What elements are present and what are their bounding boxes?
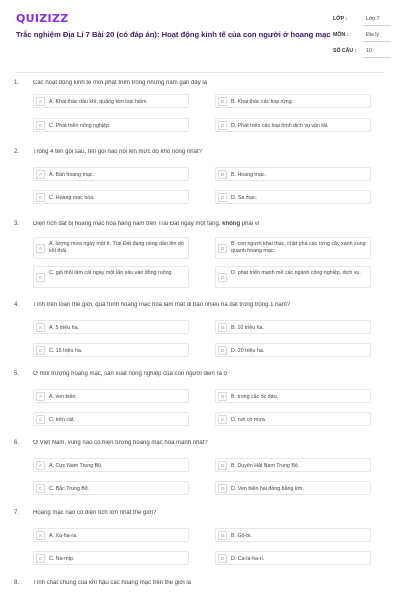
- option-letter: C: [36, 193, 45, 202]
- option-text: B. 10 triệu ha.: [231, 324, 264, 331]
- option-letter: D: [218, 193, 227, 202]
- option-letter: A: [36, 392, 45, 401]
- meta-count-value: 10: [366, 48, 372, 54]
- question-number: 8.: [14, 580, 20, 586]
- option-letter: B: [218, 244, 227, 253]
- option-text: A. 5 triệu ha.: [49, 324, 80, 331]
- option-text: C. Na-mip.: [49, 555, 75, 562]
- option-text: D. Ven biển hai đồng bằng lớn.: [231, 485, 304, 492]
- option-a[interactable]: [33, 528, 189, 542]
- meta-class-value: Lớp 7: [366, 16, 380, 22]
- option-letter: C: [36, 346, 45, 355]
- question-text: Tính trên toàn thế giới, quá trình hoang mạc hóa làm mất đi bao nhiêu ha đất trồng trong 1 năm?: [33, 302, 291, 308]
- meta-count-label: SỐ CÂU :: [333, 48, 357, 54]
- option-d[interactable]: [215, 481, 371, 495]
- option-letter: C: [36, 415, 45, 424]
- worksheet-title: Trắc nghiệm Địa Lí 7 Bài 20 (có đáp án): Hoạt động kinh tế của con người ở hoang mạc: [16, 30, 331, 39]
- option-letter: B: [218, 392, 227, 401]
- option-text: B. con người khai thác, chặt phá các rừng cây xanh xung quanh hoang mạc.: [231, 241, 366, 254]
- option-letter: B: [218, 461, 227, 470]
- option-d[interactable]: [215, 343, 371, 357]
- question-text: Tính chất chung của khí hậu các hoang mạc trên thế giới là: [33, 580, 192, 586]
- question-text: Diện tích đất bị hoang mạc hóa hàng năm trên Trái Đất ngày một tăng, không phải vì: [33, 221, 260, 227]
- option-text: A. Xa-ha-ra.: [49, 532, 78, 539]
- option-b[interactable]: [215, 458, 371, 472]
- question-number: 7.: [14, 510, 20, 516]
- question-number: 2.: [14, 149, 20, 155]
- meta-class: [333, 12, 391, 26]
- option-text: C. 15 triệu ha.: [49, 347, 83, 354]
- question-text: Ở môi trường hoang mạc, sản xuất nông nghiệp của con người diễn ra ở: [33, 371, 228, 377]
- option-letter: D: [218, 484, 227, 493]
- option-letter: A: [36, 97, 45, 106]
- worksheet-header: [0, 0, 400, 72]
- option-letter: D: [218, 415, 227, 424]
- option-text: A. Bán hoang mạc.: [49, 171, 95, 178]
- option-letter: B: [218, 531, 227, 540]
- meta-subject: [333, 28, 391, 42]
- option-letter: D: [218, 121, 227, 130]
- option-b[interactable]: [215, 94, 371, 108]
- option-a[interactable]: [33, 237, 189, 259]
- question-number: 6.: [14, 440, 20, 446]
- option-text: C. gió thổi làm cát ngày một lấn sâu vào đồng ruộng.: [49, 270, 173, 276]
- option-c[interactable]: [33, 190, 189, 204]
- option-letter: B: [218, 170, 227, 179]
- question-text: Hoang mạc nào có diện tích lớn nhất thế giới?: [33, 510, 157, 516]
- question-number: 3.: [14, 221, 20, 227]
- option-b[interactable]: [215, 237, 371, 259]
- option-c[interactable]: [33, 551, 189, 565]
- option-c[interactable]: [33, 266, 189, 288]
- option-b[interactable]: [215, 320, 371, 334]
- option-d[interactable]: [215, 551, 371, 565]
- option-b[interactable]: [215, 167, 371, 181]
- option-c[interactable]: [33, 481, 189, 495]
- meta-class-label: LỚP :: [333, 16, 348, 22]
- option-c[interactable]: [33, 343, 189, 357]
- question-text: Ở Việt Nam, vùng nào có hiện tượng hoang mạc hóa mạnh nhất?: [33, 440, 208, 446]
- option-text: C. trên cát.: [49, 416, 75, 423]
- option-text: D. 20 triệu ha.: [231, 347, 265, 354]
- option-text: A. Cực Nam Trung Bộ.: [49, 462, 103, 469]
- option-letter: A: [36, 323, 45, 332]
- option-letter: C: [36, 121, 45, 130]
- option-letter: A: [36, 531, 45, 540]
- option-c[interactable]: [33, 412, 189, 426]
- option-d[interactable]: [215, 412, 371, 426]
- option-letter: A: [36, 461, 45, 470]
- question-number: 5.: [14, 371, 20, 377]
- option-text: D. Phát triển các loại hình dịch vụ vận tải.: [231, 122, 329, 129]
- option-text: A. Khai thác dầu khí, quặng kim loại hiếm.: [49, 98, 148, 105]
- option-text: D. Ca-la-ha-ri.: [231, 555, 265, 562]
- option-letter: D: [218, 346, 227, 355]
- option-text: B. Hoang mạc.: [231, 171, 267, 178]
- question-number: 4.: [14, 302, 20, 308]
- option-letter: B: [218, 323, 227, 332]
- option-text: A. ven biển.: [49, 393, 77, 400]
- option-a[interactable]: [33, 389, 189, 403]
- option-text: B. Gô-bi.: [231, 532, 252, 539]
- option-text: B. Duyên Hải Nam Trung Bộ.: [231, 462, 300, 469]
- meta-count: [333, 44, 391, 58]
- question-number: 1.: [14, 80, 20, 86]
- option-letter: D: [218, 554, 227, 563]
- option-letter: A: [36, 170, 45, 179]
- option-text: C. Phát triển nông nghiệp.: [49, 122, 111, 129]
- option-letter: C: [36, 484, 45, 493]
- option-letter: C: [36, 273, 45, 282]
- option-text: B. trong các ốc đảo.: [231, 393, 279, 400]
- option-text: C. Hoang mạc hóa.: [49, 194, 95, 201]
- meta-subject-label: MÔN :: [333, 32, 349, 38]
- question-text: Trong 4 tên gọi sau, tên gọi nào nói lên mức độ khô nóng nhất?: [33, 149, 202, 155]
- option-a[interactable]: [33, 167, 189, 181]
- option-letter: B: [218, 97, 227, 106]
- option-letter: C: [36, 554, 45, 563]
- option-text: A. lượng mưa ngày một ít, Trái Đất đang nóng dần lên do khí thải.: [49, 241, 184, 254]
- option-a[interactable]: [33, 458, 189, 472]
- option-b[interactable]: [215, 389, 371, 403]
- option-text: D. phát triển mạnh mẽ các ngành công nghiệp, dịch vụ.: [231, 270, 361, 276]
- quizizz-logo: QUIZIZZ: [16, 12, 69, 25]
- option-d[interactable]: [215, 190, 371, 204]
- question-text: Các hoạt động kinh tế mới phát triển trong những năm gần đây là: [33, 80, 208, 86]
- header-divider: [16, 72, 384, 73]
- emphasis-text: không: [222, 221, 241, 227]
- option-letter: A: [36, 244, 45, 253]
- option-text: D. Sa mạc.: [231, 194, 258, 201]
- option-text: D. nơi có mưa.: [231, 416, 267, 423]
- option-letter: D: [218, 273, 227, 282]
- option-d[interactable]: [215, 266, 371, 288]
- option-text: B. Khai thác các loại rừng.: [231, 98, 294, 105]
- option-b[interactable]: [215, 528, 371, 542]
- meta-subject-value: Địa lý: [366, 32, 379, 38]
- option-text: C. Bắc Trung Bộ.: [49, 485, 90, 492]
- option-c[interactable]: [33, 118, 189, 132]
- option-d[interactable]: [215, 118, 371, 132]
- option-a[interactable]: [33, 94, 189, 108]
- option-a[interactable]: [33, 320, 189, 334]
